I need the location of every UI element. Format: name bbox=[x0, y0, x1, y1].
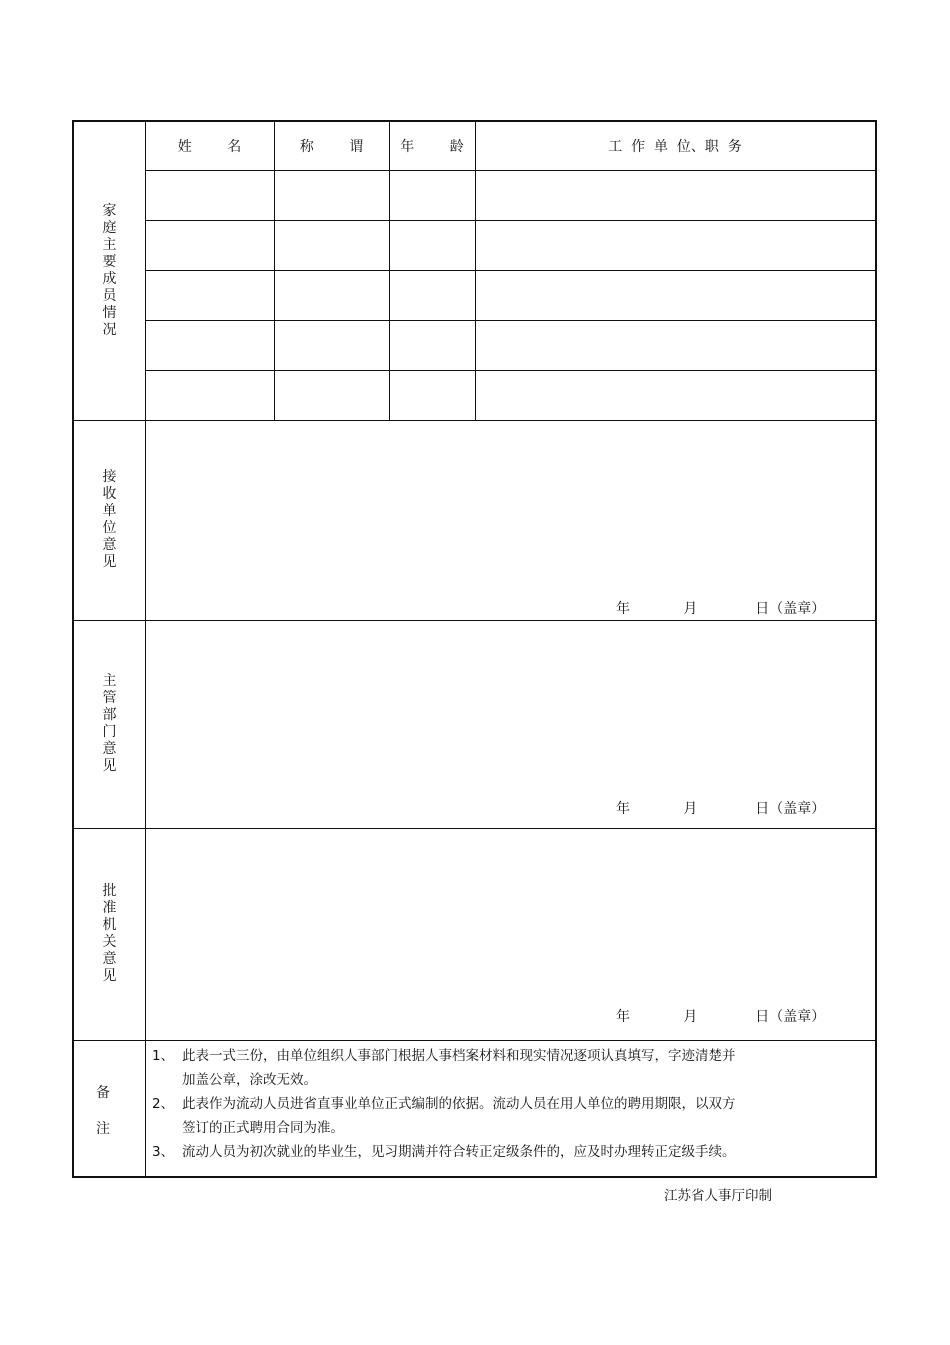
vertical-label-char: 主 bbox=[102, 237, 117, 253]
vertical-label-char: 成 bbox=[102, 271, 117, 287]
family-row-3[interactable] bbox=[145, 270, 875, 320]
header-name bbox=[145, 122, 274, 170]
header-age bbox=[389, 122, 475, 170]
vertical-label-char: 关 bbox=[102, 934, 117, 950]
registration-form-table bbox=[72, 120, 877, 1178]
header-work-position bbox=[475, 122, 875, 170]
vertical-label-char: 见 bbox=[102, 554, 117, 570]
vertical-label-char: 收 bbox=[102, 486, 117, 502]
note-line: 此表作为流动人员进省直事业单位正式编制的依据。流动人员在用人单位的聘用期限，以双方 bbox=[182, 1096, 736, 1112]
approval-authority-date-seal: 年 月 日（盖章） bbox=[616, 1009, 826, 1025]
header-name-text: 姓 名 bbox=[177, 139, 242, 155]
notes-label bbox=[74, 1040, 145, 1176]
receiving-unit-opinion-area[interactable] bbox=[145, 420, 875, 620]
notes-label-bottom: 注 bbox=[96, 1121, 110, 1137]
vertical-label-char: 批 bbox=[102, 883, 117, 899]
family-row-5[interactable] bbox=[145, 370, 875, 420]
printed-by-footer: 江苏省人事厅印制 bbox=[664, 1188, 772, 1204]
note-number: 1、 bbox=[152, 1048, 175, 1064]
vertical-label-char: 单 bbox=[102, 503, 117, 519]
approval-authority-label bbox=[74, 828, 145, 1040]
note-line: 加盖公章，涂改无效。 bbox=[182, 1072, 317, 1088]
family-row-4[interactable] bbox=[145, 320, 875, 370]
supervisor-dept-label-text bbox=[103, 673, 117, 775]
family-row-2[interactable] bbox=[145, 220, 875, 270]
header-work-position-text: 工 作 单 位、职 务 bbox=[608, 139, 742, 155]
header-relation-text: 称 谓 bbox=[299, 139, 364, 155]
vertical-label-char: 机 bbox=[102, 917, 117, 933]
vertical-label-char: 门 bbox=[102, 724, 117, 740]
vertical-label-char: 见 bbox=[102, 758, 117, 774]
note-line: 签订的正式聘用合同为准。 bbox=[182, 1120, 344, 1136]
vertical-label-char: 要 bbox=[102, 254, 117, 270]
vertical-label-char: 况 bbox=[102, 322, 117, 338]
family-members-label-text bbox=[103, 203, 117, 339]
family-row-1[interactable] bbox=[145, 170, 875, 220]
vertical-label-char: 位 bbox=[102, 520, 117, 536]
vertical-label-char: 接 bbox=[102, 469, 117, 485]
vertical-label-char: 主 bbox=[102, 673, 117, 689]
supervisor-dept-opinion-area[interactable] bbox=[145, 620, 875, 828]
note-number: 2、 bbox=[152, 1096, 175, 1112]
receiving-unit-label bbox=[74, 420, 145, 620]
vertical-label-char: 意 bbox=[102, 741, 117, 757]
header-age-text: 年 龄 bbox=[400, 139, 464, 155]
note-line: 流动人员为初次就业的毕业生，见习期满并符合转正定级条件的，应及时办理转正定级手续。 bbox=[182, 1144, 736, 1160]
family-members-label bbox=[74, 122, 145, 420]
vertical-label-char: 员 bbox=[102, 288, 117, 304]
supervisor-dept-date-seal: 年 月 日（盖章） bbox=[616, 801, 826, 817]
notes-label-top: 备 bbox=[96, 1085, 110, 1101]
vertical-label-char: 家 bbox=[102, 203, 117, 219]
approval-authority-label-text bbox=[103, 883, 117, 985]
vertical-label-char: 部 bbox=[102, 707, 117, 723]
vertical-label-char: 见 bbox=[102, 968, 117, 984]
receiving-unit-label-text bbox=[103, 469, 117, 571]
vertical-label-char: 庭 bbox=[102, 220, 117, 236]
section-divider bbox=[74, 1040, 875, 1041]
supervisor-dept-label bbox=[74, 620, 145, 828]
vertical-label-char: 管 bbox=[102, 690, 117, 706]
header-relation bbox=[274, 122, 389, 170]
vertical-label-char: 准 bbox=[102, 900, 117, 916]
note-number: 3、 bbox=[152, 1144, 175, 1160]
vertical-label-char: 意 bbox=[102, 537, 117, 553]
vertical-label-char: 意 bbox=[102, 951, 117, 967]
vertical-label-char: 情 bbox=[102, 305, 117, 321]
receiving-unit-date-seal: 年 月 日（盖章） bbox=[616, 601, 826, 617]
note-line: 此表一式三份，由单位组织人事部门根据人事档案材料和现实情况逐项认真填写，字迹清楚并 bbox=[182, 1048, 736, 1064]
